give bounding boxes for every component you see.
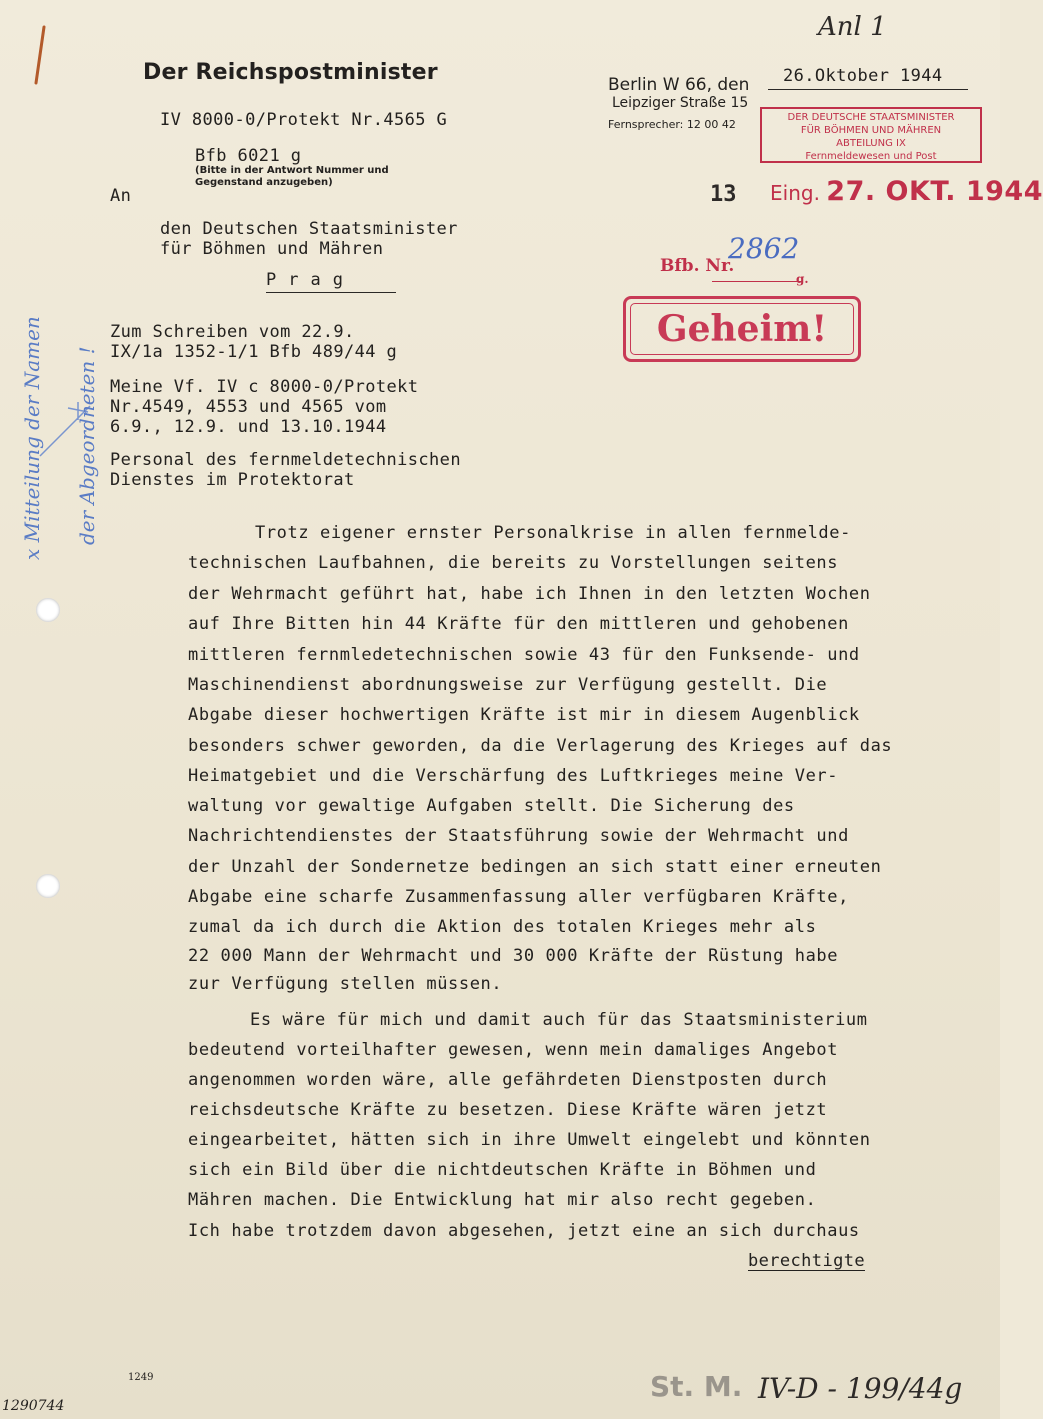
received-date: 27. OKT. 1944 <box>826 176 1043 207</box>
body-line: eingearbeitet, hätten sich in ihre Umwelt eingelebt und könnten <box>188 1130 871 1150</box>
reference-line: Zum Schreiben vom 22.9. <box>110 322 355 342</box>
body-line: Mähren machen. Die Entwicklung hat mir also recht gegeben. <box>188 1190 817 1210</box>
reference-line: Meine Vf. IV c 8000-0/Protekt <box>110 377 419 397</box>
bfb-nr-underline <box>712 281 802 282</box>
bfb-number: Bfb 6021 g <box>195 146 302 166</box>
addressee-line: für Böhmen und Mähren <box>160 239 384 259</box>
margin-note: der Abgeordneten ! <box>75 346 99 545</box>
archive-stamp: St. M. <box>650 1370 743 1403</box>
bfb-nr-suffix: g. <box>796 272 809 286</box>
secret-stamp-frame <box>630 303 854 355</box>
office-stamp-line: FÜR BÖHMEN UND MÄHREN <box>800 125 942 136</box>
body-line: reichsdeutsche Kräfte zu besetzen. Diese Kräfte wären jetzt <box>188 1100 828 1120</box>
letter-date: 26.Oktober 1944 <box>783 66 943 86</box>
margin-note: x Mitteilung der Namen <box>20 316 44 560</box>
punch-hole <box>36 874 60 898</box>
sender-phone: Fernsprecher: 12 00 42 <box>608 118 736 131</box>
body-line: Heimatgebiet und die Verschärfung des Luftkrieges meine Ver- <box>188 766 839 786</box>
addressee-city: Prag <box>266 270 355 290</box>
body-line: Trotz eigener ernster Personalkrise in allen fernmelde- <box>255 523 851 543</box>
body-line: besonders schwer geworden, da die Verlagerung des Krieges auf das <box>188 736 893 756</box>
body-line: mittleren fernmledetechnischen sowie 43 für den Funksende- und <box>188 645 860 665</box>
received-label: Eing. <box>770 181 820 205</box>
body-line: der Wehrmacht geführt hat, habe ich Ihnen in den letzten Wochen <box>188 584 871 604</box>
office-stamp-line: ABTEILUNG IX <box>836 138 906 149</box>
date-underline <box>768 89 968 90</box>
archive-reference: IV-D - 199/44g <box>758 1372 963 1405</box>
bfb-note: (Bitte in der Antwort Nummer und Gegenstand anzugeben) <box>195 165 389 188</box>
body-line: Abgabe dieser hochwertigen Kräfte ist mir in diesem Augenblick <box>188 705 860 725</box>
reference-number: IV 8000-0/Protekt Nr.4565 G <box>160 110 448 130</box>
body-line: technischen Laufbahnen, die bereits zu Vorstellungen seitens <box>188 553 839 573</box>
secret-stamp-text: Geheim! <box>656 308 828 350</box>
received-stamp <box>770 176 1043 207</box>
addressee-city-underline <box>266 292 396 293</box>
body-line: Maschinendienst abordnungsweise zur Verfügung gestellt. Die <box>188 675 828 695</box>
body-line: Nachrichtendienstes der Staatsführung sowie der Wehrmacht und <box>188 826 849 846</box>
letterhead-title: Der Reichspostminister <box>143 60 438 85</box>
office-stamp-line: DER DEUTSCHE STAATSMINISTER <box>787 112 955 123</box>
body-line: zumal da ich durch die Aktion des totalen Krieges mehr als <box>188 917 817 937</box>
body-line: bedeutend vorteilhafter gewesen, wenn mein damaliges Angebot <box>188 1040 839 1060</box>
bfb-nr-label: Bfb. Nr. <box>660 256 735 276</box>
office-stamp-line: Fernmeldewesen und Post <box>805 151 937 162</box>
body-line: 22 000 Mann der Wehrmacht und 30 000 Kräfte der Rüstung habe <box>188 946 839 966</box>
subject-line: Dienstes im Protektorat <box>110 470 355 490</box>
side-code: 1290744 <box>2 1398 65 1414</box>
office-stamp <box>760 107 982 163</box>
punch-hole <box>36 598 60 622</box>
annex-handwritten: Anl 1 <box>818 12 887 42</box>
subject-line: Personal des fernmeldetechnischen <box>110 450 461 470</box>
page-code: 1249 <box>128 1372 154 1383</box>
reference-line: IX/1a 1352-1/1 Bfb 489/44 g <box>110 342 398 362</box>
bfb-nr-handwritten: 2862 <box>728 232 800 265</box>
secret-stamp <box>623 296 861 362</box>
body-line: Abgabe eine scharfe Zusammenfassung aller verfügbaren Kräfte, <box>188 887 849 907</box>
reference-line: 6.9., 12.9. und 13.10.1944 <box>110 417 387 437</box>
body-line: angenommen worden wäre, alle gefährdeten Dienstposten durch <box>188 1070 828 1090</box>
sender-city: Berlin W 66, den <box>608 75 750 95</box>
initials-mark: 13 <box>710 182 737 207</box>
sender-street: Leipziger Straße 15 <box>612 95 749 111</box>
body-line: auf Ihre Bitten hin 44 Kräfte für den mittleren und gehobenen <box>188 614 849 634</box>
body-line: der Unzahl der Sondernetze bedingen an sich statt einer erneuten <box>188 857 882 877</box>
catchword: berechtigte <box>748 1251 865 1271</box>
body-line: zur Verfügung stellen müssen. <box>188 974 503 994</box>
body-line: Es wäre für mich und damit auch für das Staatsministerium <box>250 1010 868 1030</box>
addressee-line: den Deutschen Staatsminister <box>160 219 458 239</box>
pencil-mark <box>30 25 50 85</box>
addressee-salutation: An <box>110 186 132 206</box>
body-line: sich ein Bild über die nichtdeutschen Kräfte in Böhmen und <box>188 1160 817 1180</box>
reference-line: Nr.4549, 4553 und 4565 vom <box>110 397 387 417</box>
body-line: Ich habe trotzdem davon abgesehen, jetzt eine an sich durchaus <box>188 1221 860 1241</box>
body-line: waltung vor gewaltige Aufgaben stellt. Die Sicherung des <box>188 796 795 816</box>
